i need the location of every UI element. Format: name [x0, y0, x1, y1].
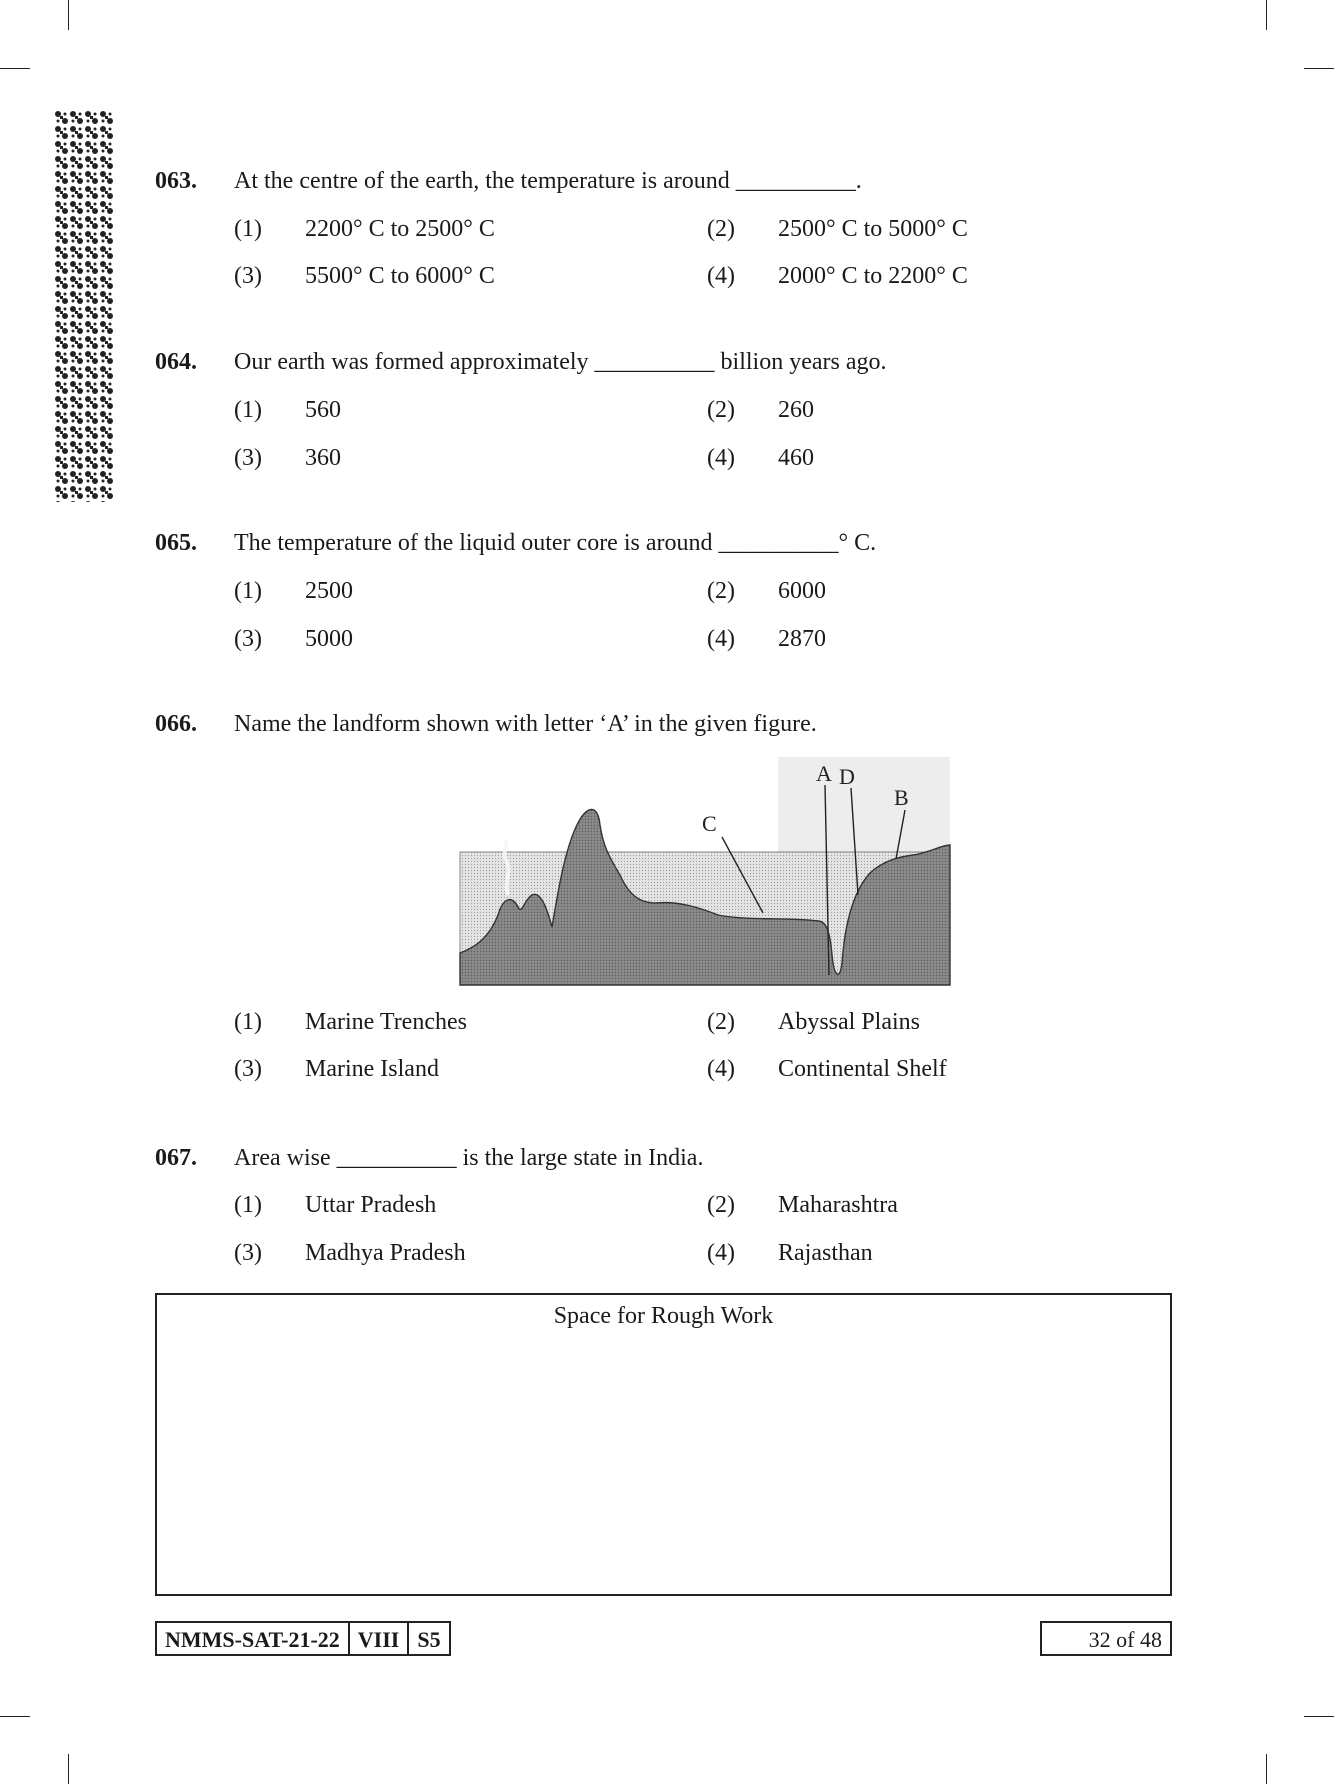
option-text: Maharashtra — [778, 1192, 898, 1218]
exam-code: NMMS-SAT-21-22 — [165, 1627, 340, 1652]
option-number: (3) — [234, 1240, 262, 1266]
question-number: 064. — [155, 349, 197, 375]
option-text: 2500° C to 5000° C — [778, 216, 968, 242]
option-text: Uttar Pradesh — [305, 1192, 437, 1218]
option-number: (2) — [707, 1009, 735, 1035]
question-number: 065. — [155, 530, 197, 556]
option-number: (4) — [707, 1240, 735, 1266]
option-text: Continental Shelf — [778, 1056, 947, 1082]
option-text: 5000 — [305, 626, 353, 652]
label-b: B — [894, 785, 909, 810]
option-text: Marine Island — [305, 1056, 439, 1082]
option-number: (4) — [707, 445, 735, 471]
question-text: Area wise __________ is the large state in India. — [234, 1145, 704, 1171]
crop-mark — [0, 1716, 30, 1717]
option-text: Abyssal Plains — [778, 1009, 921, 1035]
question-number: 063. — [155, 168, 197, 194]
option-text: 560 — [305, 397, 341, 423]
option-text: 6000 — [778, 578, 826, 604]
label-d: D — [839, 764, 855, 789]
question-text: At the centre of the earth, the temperature is around __________. — [234, 168, 862, 194]
option-text: Rajasthan — [778, 1240, 873, 1266]
option-text: Marine Trenches — [305, 1009, 467, 1035]
rough-work-box[interactable] — [155, 1293, 1172, 1596]
question-text: Name the landform shown with letter ‘A’ in the given figure. — [234, 711, 817, 737]
option-number: (3) — [234, 1056, 262, 1082]
exam-set: S5 — [407, 1623, 448, 1654]
crop-mark — [1266, 0, 1267, 30]
option-number: (3) — [234, 263, 262, 289]
crop-mark — [1304, 1716, 1334, 1717]
option-text: 2500 — [305, 578, 353, 604]
crop-mark — [1304, 68, 1334, 69]
question-067 — [155, 1145, 1175, 1275]
option-number: (2) — [707, 1192, 735, 1218]
option-number: (2) — [707, 216, 735, 242]
option-number: (4) — [707, 263, 735, 289]
question-064 — [155, 349, 1175, 479]
crop-mark — [0, 68, 30, 69]
label-a: A — [816, 761, 832, 786]
option-text: 5500° C to 6000° C — [305, 263, 495, 289]
option-text: 260 — [778, 397, 814, 423]
option-number: (4) — [707, 626, 735, 652]
option-number: (4) — [707, 1056, 735, 1082]
page-number: 32 of 48 — [1040, 1621, 1172, 1656]
option-text: 360 — [305, 445, 341, 471]
crop-mark — [68, 0, 69, 30]
option-number: (1) — [234, 216, 262, 242]
question-number: 066. — [155, 711, 197, 737]
question-063 — [155, 168, 1175, 298]
option-number: (1) — [234, 1192, 262, 1218]
question-065 — [155, 530, 1175, 660]
option-text: 460 — [778, 445, 814, 471]
option-number: (1) — [234, 397, 262, 423]
option-number: (1) — [234, 578, 262, 604]
exam-class: VIII — [348, 1623, 408, 1654]
question-text: The temperature of the liquid outer core is around __________° C. — [234, 530, 877, 556]
footer-exam-code — [155, 1621, 451, 1656]
ocean-floor-figure — [458, 755, 952, 987]
question-text: Our earth was formed approximately __________ billion years ago. — [234, 349, 887, 375]
label-c: C — [702, 811, 717, 836]
option-number: (3) — [234, 445, 262, 471]
option-text: 2200° C to 2500° C — [305, 216, 495, 242]
option-number: (3) — [234, 626, 262, 652]
rough-work-title: Space for Rough Work — [553, 1303, 774, 1329]
option-number: (2) — [707, 578, 735, 604]
option-text: Madhya Pradesh — [305, 1240, 466, 1266]
option-number: (2) — [707, 397, 735, 423]
decorative-side-pattern — [54, 110, 114, 502]
option-number: (1) — [234, 1009, 262, 1035]
crop-mark — [1266, 1754, 1267, 1784]
sky-band — [778, 757, 950, 852]
option-text: 2000° C to 2200° C — [778, 263, 968, 289]
crop-mark — [68, 1754, 69, 1784]
option-text: 2870 — [778, 626, 826, 652]
question-number: 067. — [155, 1145, 197, 1171]
